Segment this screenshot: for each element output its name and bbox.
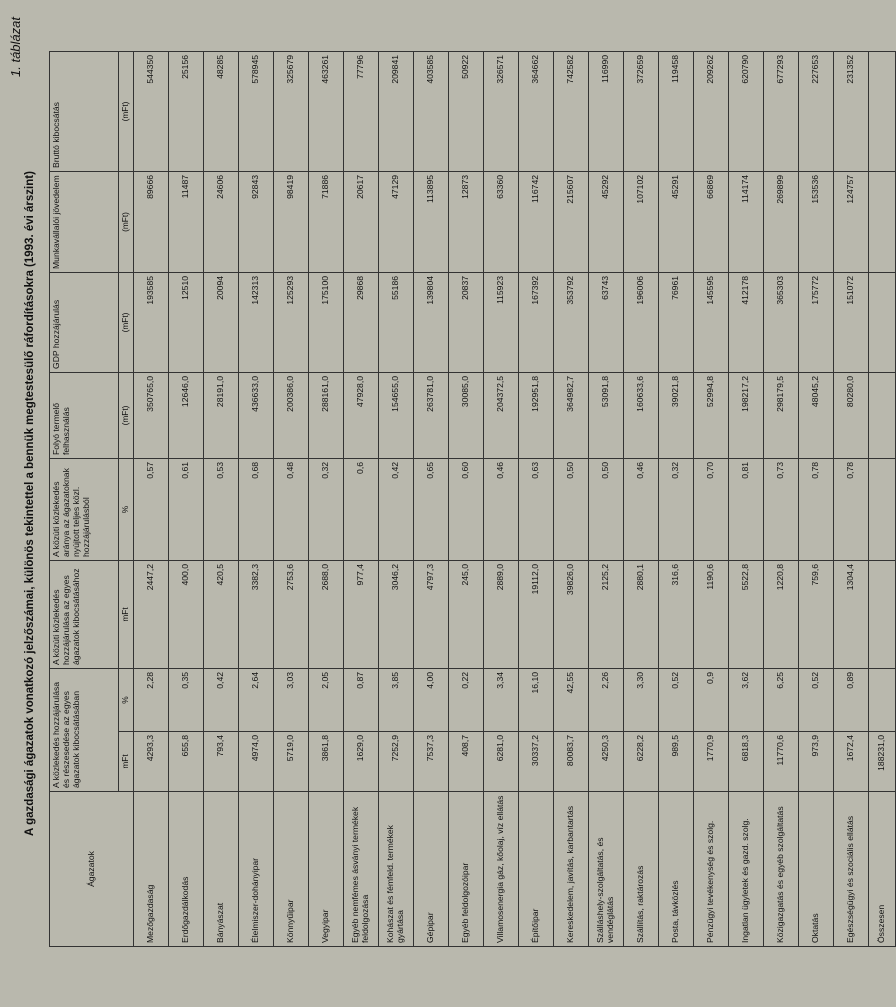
cell-sector: Könnyűipar bbox=[274, 792, 309, 947]
cell-employee-income: 24606 bbox=[204, 171, 239, 272]
cell-road-mft: 19112,0 bbox=[519, 560, 554, 668]
table-row bbox=[134, 51, 169, 946]
cell-transport-pct: 6,25 bbox=[764, 668, 799, 731]
cell-gross-output: 742582 bbox=[554, 51, 589, 171]
cell-transport-pct: 3,03 bbox=[274, 668, 309, 731]
column-header-intermediate-use: Folyó termelő felhasználás bbox=[50, 372, 119, 458]
cell-transport-pct: 3,62 bbox=[729, 668, 764, 731]
unit-cell: (mFt) bbox=[119, 272, 134, 372]
cell-sector: Gépipar bbox=[414, 792, 449, 947]
cell-gdp: 151072 bbox=[834, 272, 869, 372]
cell-intermediate-use: 160633,6 bbox=[624, 372, 659, 458]
cell-transport-pct: 2,64 bbox=[239, 668, 274, 731]
cell-employee-income: 107102 bbox=[624, 171, 659, 272]
cell-gdp: 196006 bbox=[624, 272, 659, 372]
table-body bbox=[134, 51, 896, 946]
cell-intermediate-use: 52994,8 bbox=[694, 372, 729, 458]
cell-sector: Posta, távközlés bbox=[659, 792, 694, 947]
cell-employee-income: 116742 bbox=[519, 171, 554, 272]
cell-employee-income: 45291 bbox=[659, 171, 694, 272]
cell-gross-output: 620790 bbox=[729, 51, 764, 171]
cell-gross-output: 463261 bbox=[309, 51, 344, 171]
table-row bbox=[799, 51, 834, 946]
cell-intermediate-use: 192951,8 bbox=[519, 372, 554, 458]
cell-intermediate-use: 204372,5 bbox=[484, 372, 519, 458]
cell-transport-mft: 4293,3 bbox=[134, 732, 169, 792]
cell-sector: Vegyipar bbox=[309, 792, 344, 947]
cell-intermediate-use: 47928,0 bbox=[344, 372, 379, 458]
cell-gdp: 139804 bbox=[414, 272, 449, 372]
cell-transport-mft: 188231,0 bbox=[869, 732, 896, 792]
cell-sector: Mezőgazdaság bbox=[134, 792, 169, 947]
cell-gdp: 55186 bbox=[379, 272, 414, 372]
data-table bbox=[49, 51, 896, 947]
cell-road-mft: 4797,3 bbox=[414, 560, 449, 668]
cell-intermediate-use: 298179,5 bbox=[764, 372, 799, 458]
cell-sector: Szálláshely-szolgáltatás, és vendéglátás bbox=[589, 792, 624, 947]
cell-transport-pct bbox=[869, 668, 896, 731]
cell-road-share: 0,57 bbox=[134, 458, 169, 560]
cell-transport-pct: 2,26 bbox=[589, 668, 624, 731]
cell-sector: Egyéb nemfémes ásványi termékek feldolgozása bbox=[344, 792, 379, 947]
table-row bbox=[169, 51, 204, 946]
cell-road-mft: 2753,6 bbox=[274, 560, 309, 668]
cell-sector: Összesen bbox=[869, 792, 896, 947]
cell-employee-income: 12873 bbox=[449, 171, 484, 272]
cell-road-share: 0,48 bbox=[274, 458, 309, 560]
cell-intermediate-use: 200386,0 bbox=[274, 372, 309, 458]
cell-road-mft: 2889,0 bbox=[484, 560, 519, 668]
cell-road-share: 0,42 bbox=[379, 458, 414, 560]
table-row bbox=[869, 51, 896, 946]
cell-employee-income: 63360 bbox=[484, 171, 519, 272]
cell-gross-output: 403585 bbox=[414, 51, 449, 171]
table-row bbox=[554, 51, 589, 946]
cell-sector: Erdőgazdálkodás bbox=[169, 792, 204, 947]
cell-transport-pct: 0,42 bbox=[204, 668, 239, 731]
cell-road-share: 0,32 bbox=[659, 458, 694, 560]
cell-sector: Egyéb feldolgozóipar bbox=[449, 792, 484, 947]
table-row bbox=[204, 51, 239, 946]
cell-sector: Kohászat és fémfeld. termékek gyártása bbox=[379, 792, 414, 947]
cell-gdp: 175100 bbox=[309, 272, 344, 372]
cell-transport-pct: 2,05 bbox=[309, 668, 344, 731]
cell-gross-output: 209841 bbox=[379, 51, 414, 171]
cell-road-mft: 3046,2 bbox=[379, 560, 414, 668]
cell-transport-mft: 1672,4 bbox=[834, 732, 869, 792]
table-row bbox=[309, 51, 344, 946]
cell-sector: Közigazgatás és egyéb szolgáltatás bbox=[764, 792, 799, 947]
unit-cell: % bbox=[119, 668, 134, 731]
cell-employee-income: 269899 bbox=[764, 171, 799, 272]
cell-intermediate-use: 288161,0 bbox=[309, 372, 344, 458]
cell-intermediate-use: 154655,0 bbox=[379, 372, 414, 458]
cell-road-share: 0,53 bbox=[204, 458, 239, 560]
cell-gdp: 193585 bbox=[134, 272, 169, 372]
cell-road-share: 0,46 bbox=[624, 458, 659, 560]
cell-transport-mft: 7252,9 bbox=[379, 732, 414, 792]
cell-intermediate-use: 53091,8 bbox=[589, 372, 624, 458]
cell-road-share: 0,60 bbox=[449, 458, 484, 560]
cell-road-mft: 5522,8 bbox=[729, 560, 764, 668]
table-row bbox=[834, 51, 869, 946]
cell-transport-mft: 3861,8 bbox=[309, 732, 344, 792]
column-header-road-contribution: A közúti közlekedés hozzájárulása az egyes ágazatok kibocsátásához bbox=[50, 560, 119, 668]
cell-gross-output: 77796 bbox=[344, 51, 379, 171]
cell-intermediate-use: 39021,8 bbox=[659, 372, 694, 458]
cell-gdp: 20837 bbox=[449, 272, 484, 372]
column-header-gross-output: Bruttó kibocsátás bbox=[50, 51, 119, 171]
cell-intermediate-use: 198217,2 bbox=[729, 372, 764, 458]
cell-transport-mft: 4250,3 bbox=[589, 732, 624, 792]
cell-gdp: 167392 bbox=[519, 272, 554, 372]
cell-sector: Pénzügyi tevékenység és szolg. bbox=[694, 792, 729, 947]
cell-transport-mft: 6818,3 bbox=[729, 732, 764, 792]
table-row bbox=[624, 51, 659, 946]
table-row bbox=[379, 51, 414, 946]
header-row bbox=[50, 51, 119, 946]
cell-road-share: 0,50 bbox=[589, 458, 624, 560]
cell-road-mft: 1190,6 bbox=[694, 560, 729, 668]
cell-transport-mft: 1770,9 bbox=[694, 732, 729, 792]
cell-transport-pct: 0,87 bbox=[344, 668, 379, 731]
cell-transport-pct: 0,35 bbox=[169, 668, 204, 731]
cell-transport-pct: 3,85 bbox=[379, 668, 414, 731]
cell-transport-mft: 11770,6 bbox=[764, 732, 799, 792]
cell-transport-pct: 42,55 bbox=[554, 668, 589, 731]
column-header-employee-income: Munkavállalói jövedelem bbox=[50, 171, 119, 272]
cell-gdp: 365303 bbox=[764, 272, 799, 372]
cell-road-share: 0,81 bbox=[729, 458, 764, 560]
cell-transport-mft: 7537,3 bbox=[414, 732, 449, 792]
cell-employee-income: 20617 bbox=[344, 171, 379, 272]
cell-transport-pct: 0,52 bbox=[659, 668, 694, 731]
cell-transport-pct: 3,34 bbox=[484, 668, 519, 731]
unit-cell: (mFt) bbox=[119, 372, 134, 458]
cell-transport-pct: 0,89 bbox=[834, 668, 869, 731]
table-row bbox=[484, 51, 519, 946]
table-row bbox=[589, 51, 624, 946]
unit-cell: (mFt) bbox=[119, 51, 134, 171]
unit-cell: mFt bbox=[119, 560, 134, 668]
cell-sector: Élelmiszer-dohányipar bbox=[239, 792, 274, 947]
cell-gross-output: 116990 bbox=[589, 51, 624, 171]
cell-gdp: 12510 bbox=[169, 272, 204, 372]
table-row bbox=[274, 51, 309, 946]
cell-transport-pct: 0,22 bbox=[449, 668, 484, 731]
cell-road-share: 0,63 bbox=[519, 458, 554, 560]
cell-road-mft: 977,4 bbox=[344, 560, 379, 668]
cell-gdp: 412178 bbox=[729, 272, 764, 372]
column-header-gdp-contribution: GDP hozzájárulás bbox=[50, 272, 119, 372]
cell-gdp: 142313 bbox=[239, 272, 274, 372]
cell-gross-output: 25156 bbox=[169, 51, 204, 171]
cell-road-share: 0,61 bbox=[169, 458, 204, 560]
cell-intermediate-use: 436633,0 bbox=[239, 372, 274, 458]
cell-road-mft: 2880,1 bbox=[624, 560, 659, 668]
cell-employee-income: 124757 bbox=[834, 171, 869, 272]
cell-road-share: 0,73 bbox=[764, 458, 799, 560]
cell-employee-income: 11487 bbox=[169, 171, 204, 272]
cell-transport-pct: 16,10 bbox=[519, 668, 554, 731]
cell-gdp: 20094 bbox=[204, 272, 239, 372]
cell-sector: Szállítás, raktározás bbox=[624, 792, 659, 947]
cell-gdp: 115923 bbox=[484, 272, 519, 372]
cell-gross-output: 50922 bbox=[449, 51, 484, 171]
cell-intermediate-use: 263781,0 bbox=[414, 372, 449, 458]
cell-road-mft: 2125,2 bbox=[589, 560, 624, 668]
cell-road-share bbox=[869, 458, 896, 560]
column-header-transport-contribution: A közlekedés hozzájárulása és részesedése az egyes ágazatok kibocsátásában bbox=[50, 668, 119, 791]
cell-road-mft: 245,0 bbox=[449, 560, 484, 668]
cell-gross-output: 364662 bbox=[519, 51, 554, 171]
cell-road-mft: 1220,8 bbox=[764, 560, 799, 668]
cell-road-share: 0,70 bbox=[694, 458, 729, 560]
cell-road-mft: 3382,3 bbox=[239, 560, 274, 668]
cell-employee-income: 153536 bbox=[799, 171, 834, 272]
table-row bbox=[764, 51, 799, 946]
column-header-road-share: A közúti közlekedés aránya az ágazatoknak nyújtott teljes közl. hozzájárulásból bbox=[50, 458, 119, 560]
cell-road-share: 0,78 bbox=[834, 458, 869, 560]
cell-transport-mft: 655,8 bbox=[169, 732, 204, 792]
cell-employee-income: 215607 bbox=[554, 171, 589, 272]
cell-gross-output: 119458 bbox=[659, 51, 694, 171]
cell-transport-mft: 973,9 bbox=[799, 732, 834, 792]
cell-gross-output: 372659 bbox=[624, 51, 659, 171]
cell-intermediate-use: 28191,0 bbox=[204, 372, 239, 458]
cell-gdp: 76961 bbox=[659, 272, 694, 372]
cell-road-share: 0,68 bbox=[239, 458, 274, 560]
cell-gdp: 29868 bbox=[344, 272, 379, 372]
cell-employee-income: 98419 bbox=[274, 171, 309, 272]
cell-transport-mft: 5719,0 bbox=[274, 732, 309, 792]
cell-transport-mft: 30337,2 bbox=[519, 732, 554, 792]
cell-sector: Kereskedelem, javítás, karbantartás bbox=[554, 792, 589, 947]
cell-gross-output: 48285 bbox=[204, 51, 239, 171]
cell-gross-output: 677293 bbox=[764, 51, 799, 171]
table-row bbox=[519, 51, 554, 946]
table-row bbox=[239, 51, 274, 946]
table-row bbox=[449, 51, 484, 946]
cell-gross-output: 578945 bbox=[239, 51, 274, 171]
cell-transport-pct: 4,00 bbox=[414, 668, 449, 731]
cell-transport-mft: 6228,2 bbox=[624, 732, 659, 792]
cell-employee-income: 47129 bbox=[379, 171, 414, 272]
cell-gross-output bbox=[869, 51, 896, 171]
cell-transport-pct: 3,30 bbox=[624, 668, 659, 731]
unit-cell: % bbox=[119, 458, 134, 560]
cell-road-mft: 1304,4 bbox=[834, 560, 869, 668]
cell-road-mft: 2447,2 bbox=[134, 560, 169, 668]
cell-road-mft: 2688,0 bbox=[309, 560, 344, 668]
cell-transport-mft: 6281,0 bbox=[484, 732, 519, 792]
cell-gross-output: 227653 bbox=[799, 51, 834, 171]
cell-transport-mft: 80083,7 bbox=[554, 732, 589, 792]
cell-sector: Villamosenergia gáz, kőolaj, víz ellátás bbox=[484, 792, 519, 947]
cell-road-share: 0,78 bbox=[799, 458, 834, 560]
cell-transport-mft: 1629,0 bbox=[344, 732, 379, 792]
cell-road-share: 0,50 bbox=[554, 458, 589, 560]
cell-employee-income: 45292 bbox=[589, 171, 624, 272]
cell-sector: Oktatás bbox=[799, 792, 834, 947]
cell-transport-pct: 2,28 bbox=[134, 668, 169, 731]
cell-employee-income: 114174 bbox=[729, 171, 764, 272]
cell-gross-output: 231352 bbox=[834, 51, 869, 171]
table-row bbox=[694, 51, 729, 946]
cell-intermediate-use: 350765,0 bbox=[134, 372, 169, 458]
cell-intermediate-use: 30085,0 bbox=[449, 372, 484, 458]
cell-road-mft: 316,6 bbox=[659, 560, 694, 668]
column-header-sectors: Ágazatok bbox=[50, 792, 134, 947]
cell-intermediate-use: 12646,0 bbox=[169, 372, 204, 458]
table-row bbox=[729, 51, 764, 946]
cell-gdp: 125293 bbox=[274, 272, 309, 372]
cell-sector: Egészségügyi és szociális ellátás bbox=[834, 792, 869, 947]
cell-road-mft: 759,6 bbox=[799, 560, 834, 668]
cell-transport-pct: 0,52 bbox=[799, 668, 834, 731]
unit-cell: (mFt) bbox=[119, 171, 134, 272]
cell-gdp: 145595 bbox=[694, 272, 729, 372]
cell-employee-income: 71886 bbox=[309, 171, 344, 272]
cell-employee-income bbox=[869, 171, 896, 272]
cell-transport-mft: 989,5 bbox=[659, 732, 694, 792]
cell-intermediate-use: 364982,7 bbox=[554, 372, 589, 458]
cell-gross-output: 544350 bbox=[134, 51, 169, 171]
cell-transport-mft: 793,4 bbox=[204, 732, 239, 792]
cell-gross-output: 325679 bbox=[274, 51, 309, 171]
cell-gdp bbox=[869, 272, 896, 372]
table-label: 1. táblázat bbox=[8, 17, 23, 77]
cell-sector: Ingatlan ügyletek és gazd. szolg. bbox=[729, 792, 764, 947]
cell-gdp: 175772 bbox=[799, 272, 834, 372]
cell-sector: Építőipar bbox=[519, 792, 554, 947]
cell-sector: Bányászat bbox=[204, 792, 239, 947]
cell-intermediate-use: 48045,2 bbox=[799, 372, 834, 458]
cell-employee-income: 113895 bbox=[414, 171, 449, 272]
cell-transport-mft: 408,7 bbox=[449, 732, 484, 792]
cell-intermediate-use: 80280,0 bbox=[834, 372, 869, 458]
unit-cell: mFt bbox=[119, 732, 134, 792]
cell-transport-pct: 0,9 bbox=[694, 668, 729, 731]
table-row bbox=[659, 51, 694, 946]
cell-road-share: 0,32 bbox=[309, 458, 344, 560]
cell-gross-output: 326571 bbox=[484, 51, 519, 171]
table-row bbox=[344, 51, 379, 946]
cell-road-share: 0,6 bbox=[344, 458, 379, 560]
cell-road-mft bbox=[869, 560, 896, 668]
cell-transport-mft: 4974,0 bbox=[239, 732, 274, 792]
cell-gdp: 63743 bbox=[589, 272, 624, 372]
cell-employee-income: 66869 bbox=[694, 171, 729, 272]
cell-gross-output: 209262 bbox=[694, 51, 729, 171]
cell-road-share: 0,46 bbox=[484, 458, 519, 560]
table-row bbox=[414, 51, 449, 946]
cell-employee-income: 89666 bbox=[134, 171, 169, 272]
cell-road-mft: 420,5 bbox=[204, 560, 239, 668]
cell-road-mft: 400,0 bbox=[169, 560, 204, 668]
document-title: A gazdasági ágazatok vonatkozó jelzőszámai, különös tekintettel a bennük megtestesülő ráfordításokra (1993. évi árszint) bbox=[24, 171, 36, 836]
cell-employee-income: 92843 bbox=[239, 171, 274, 272]
cell-road-mft: 39826,0 bbox=[554, 560, 589, 668]
cell-gdp: 353792 bbox=[554, 272, 589, 372]
cell-intermediate-use bbox=[869, 372, 896, 458]
cell-road-share: 0,65 bbox=[414, 458, 449, 560]
